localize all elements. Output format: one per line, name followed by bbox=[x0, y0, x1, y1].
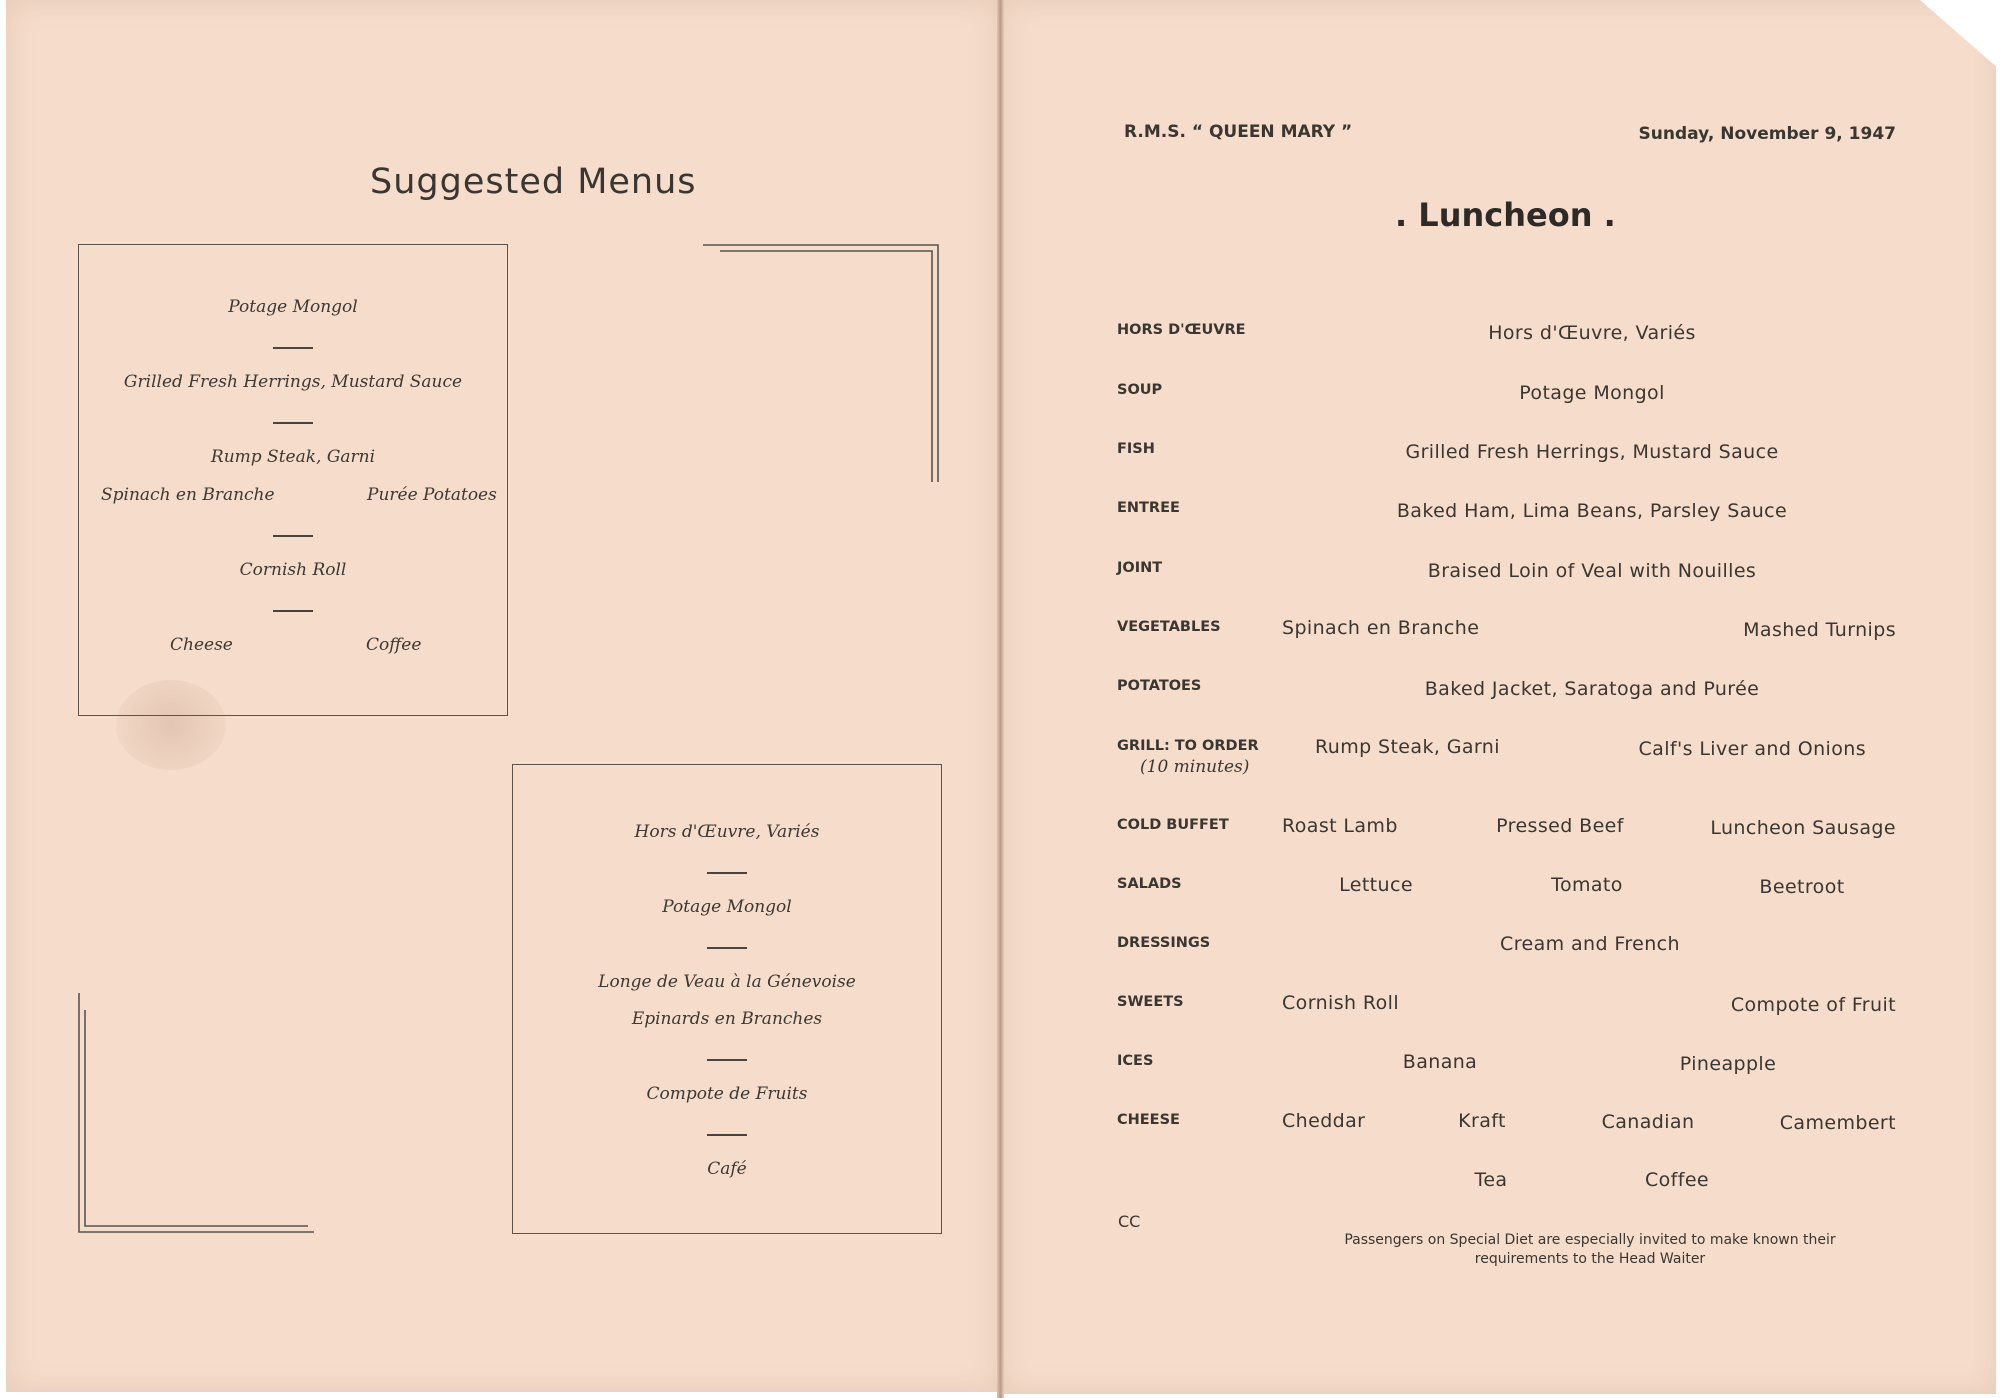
dish-item: Grilled Fresh Herrings, Mustard Sauce bbox=[1405, 441, 1779, 463]
dish-item: Mashed Turnips bbox=[1743, 619, 1896, 641]
menu-date: Sunday, November 9, 1947 bbox=[1638, 124, 1896, 144]
dish-item: Canadian bbox=[1601, 1111, 1695, 1133]
course-divider bbox=[707, 1059, 747, 1061]
dish-item: Baked Ham, Lima Beans, Parsley Sauce bbox=[1396, 500, 1788, 522]
dish-item: Potage Mongol bbox=[1519, 382, 1665, 404]
category-salads: SALADS bbox=[1117, 876, 1182, 892]
dish-item: Hors d'Œuvre, Variés bbox=[1488, 322, 1696, 344]
dish-item: Braised Loin of Veal with Nouilles bbox=[1427, 560, 1757, 582]
category-sweets: SWEETS bbox=[1117, 994, 1184, 1010]
dish-item: Banana bbox=[1402, 1051, 1478, 1073]
dish-item: Baked Jacket, Saratoga and Purée bbox=[1424, 678, 1760, 700]
course-divider bbox=[707, 1134, 747, 1136]
course-divider bbox=[273, 535, 313, 537]
dish-item: Tomato bbox=[1551, 874, 1623, 896]
course-divider bbox=[273, 347, 313, 349]
category-cheese: CHEESE bbox=[1117, 1112, 1180, 1128]
course-divider bbox=[273, 610, 313, 612]
course-divider bbox=[273, 422, 313, 424]
grill-time-note: (10 minutes) bbox=[1140, 757, 1250, 777]
course-divider bbox=[707, 872, 747, 874]
dish-item: Roast Lamb bbox=[1282, 815, 1398, 837]
corner-bracket-top-right bbox=[700, 240, 950, 490]
ship-name: R.M.S. “ QUEEN MARY ” bbox=[1124, 122, 1353, 142]
category-vegetables: VEGETABLES bbox=[1117, 619, 1221, 635]
printer-code: CC bbox=[1118, 1212, 1141, 1231]
category-potatoes: POTATOES bbox=[1117, 678, 1202, 694]
category-hors-doeuvre: HORS D'ŒUVRE bbox=[1117, 322, 1246, 338]
category-dressings: DRESSINGS bbox=[1117, 935, 1211, 951]
menu-1-sweet: Cornish Roll bbox=[239, 560, 347, 580]
menu-1-soup: Potage Mongol bbox=[228, 297, 358, 317]
suggested-menu-1 bbox=[78, 244, 508, 716]
dish-item: Cheddar bbox=[1282, 1110, 1366, 1132]
dish-item: Cream and French bbox=[1500, 933, 1680, 955]
category-grill: GRILL: TO ORDER bbox=[1117, 738, 1259, 754]
menu-1-fish: Grilled Fresh Herrings, Mustard Sauce bbox=[123, 372, 463, 392]
dish-item: Coffee bbox=[1644, 1169, 1710, 1191]
book-spine bbox=[997, 0, 1004, 1398]
menu-1-grill: Rump Steak, Garni bbox=[210, 447, 376, 467]
dish-item: Pressed Beef bbox=[1496, 815, 1624, 837]
menu-1-cheese: Cheese bbox=[170, 635, 233, 655]
menu-2-soup: Potage Mongol bbox=[662, 897, 792, 917]
course-divider bbox=[707, 947, 747, 949]
menu-1-potatoes: Purée Potatoes bbox=[367, 485, 497, 505]
category-ices: ICES bbox=[1117, 1053, 1154, 1069]
dish-item: Compote of Fruit bbox=[1730, 994, 1896, 1016]
menu-2-spinach: Epinards en Branches bbox=[631, 1009, 823, 1029]
suggested-menus-title: Suggested Menus bbox=[370, 162, 697, 202]
category-joint: JOINT bbox=[1117, 560, 1163, 576]
special-diet-note-line-1: Passengers on Special Diet are especially invited to make known their bbox=[1344, 1232, 1836, 1248]
dish-item: Cornish Roll bbox=[1282, 992, 1400, 1014]
corner-bracket-bottom-left bbox=[76, 990, 326, 1240]
menu-1-coffee: Coffee bbox=[366, 635, 422, 655]
dish-item: Kraft bbox=[1458, 1110, 1506, 1132]
dish-item: Calf's Liver and Onions bbox=[1638, 738, 1866, 760]
dish-item: Lettuce bbox=[1339, 874, 1413, 896]
menu-2-cafe: Café bbox=[707, 1159, 747, 1179]
folded-corner bbox=[1920, 0, 2000, 70]
menu-2-veal: Longe de Veau à la Génevoise bbox=[598, 972, 856, 992]
category-cold-buffet: COLD BUFFET bbox=[1117, 817, 1229, 833]
menu-2-hors-doeuvre: Hors d'Œuvre, Variés bbox=[634, 822, 820, 842]
special-diet-note-line-2: requirements to the Head Waiter bbox=[1474, 1251, 1706, 1267]
dish-item: Beetroot bbox=[1759, 876, 1845, 898]
dish-item: Pineapple bbox=[1679, 1053, 1777, 1075]
category-soup: SOUP bbox=[1117, 382, 1163, 398]
dish-item: Spinach en Branche bbox=[1282, 617, 1480, 639]
dish-item: Luncheon Sausage bbox=[1710, 817, 1896, 839]
category-entree: ENTREE bbox=[1117, 500, 1180, 516]
suggested-menu-2 bbox=[512, 764, 942, 1234]
dish-item: Rump Steak, Garni bbox=[1315, 736, 1500, 758]
meal-title: . Luncheon . bbox=[1395, 196, 1616, 234]
menu-1-vegetable: Spinach en Branche bbox=[101, 485, 275, 505]
dish-item: Camembert bbox=[1779, 1112, 1896, 1134]
category-fish: FISH bbox=[1117, 441, 1155, 457]
dish-item: Tea bbox=[1474, 1169, 1508, 1191]
menu-2-compote: Compote de Fruits bbox=[646, 1084, 808, 1104]
